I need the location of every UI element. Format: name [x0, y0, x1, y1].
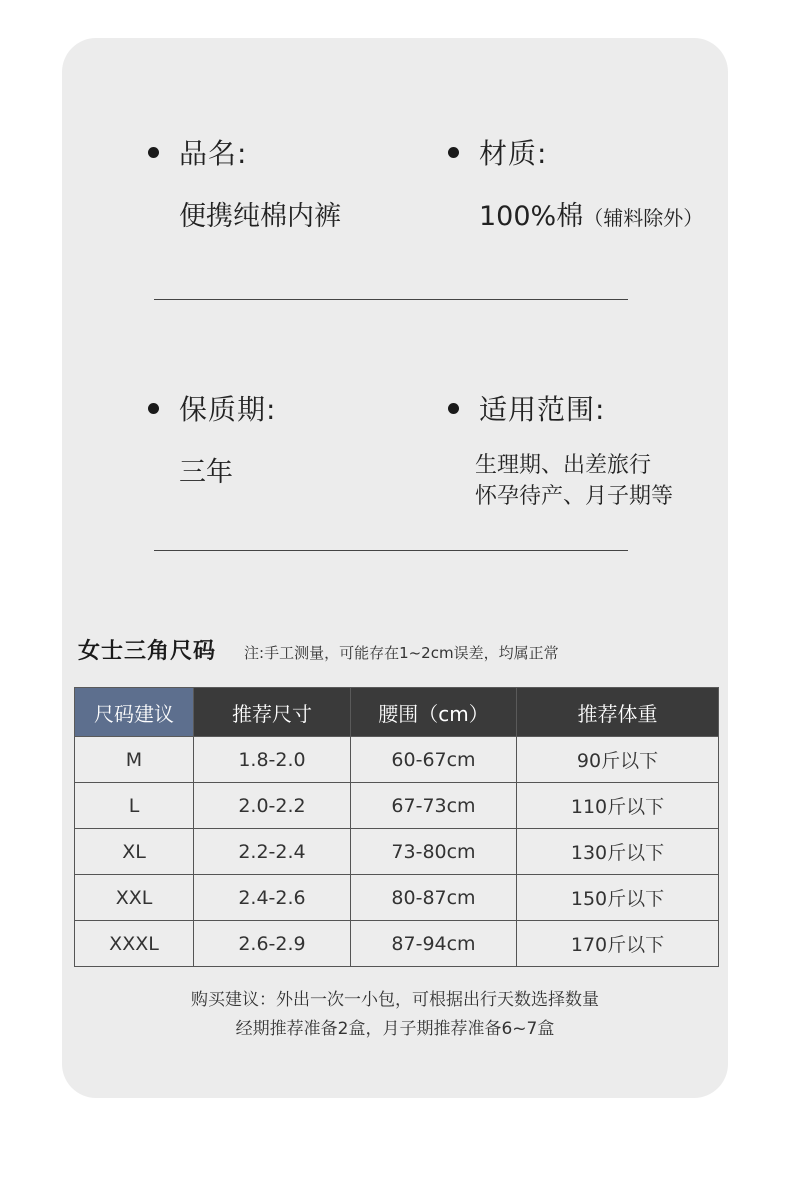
table-cell: 2.4-2.6 — [194, 875, 351, 921]
table-cell: 1.8-2.0 — [194, 737, 351, 783]
table-cell: L — [75, 783, 194, 829]
material-block — [448, 132, 703, 233]
table-cell: 110斤以下 — [517, 783, 719, 829]
shelf-life-block — [148, 388, 276, 489]
column-header: 推荐体重 — [517, 688, 719, 737]
scope-block — [448, 388, 673, 512]
table-row — [75, 783, 719, 829]
table-cell: 2.2-2.4 — [194, 829, 351, 875]
table-cell: M — [75, 737, 194, 783]
material-note: （辅料除外） — [583, 206, 704, 230]
shelf-life-value: 三年 — [179, 457, 233, 488]
table-row — [75, 875, 719, 921]
material-value-line — [479, 194, 703, 233]
column-header: 腰围（cm） — [351, 688, 517, 737]
size-table — [74, 687, 719, 967]
product-name-block — [148, 132, 341, 233]
bullet-icon — [148, 147, 159, 158]
table-cell: 130斤以下 — [517, 829, 719, 875]
table-header-row — [75, 688, 719, 737]
advice-line: 购买建议：外出一次一小包，可根据出行天数选择数量 — [191, 990, 599, 1010]
table-cell: 2.0-2.2 — [194, 783, 351, 829]
scope-line: 生理期、出差旅行 — [475, 453, 652, 478]
size-chart-heading — [78, 634, 559, 665]
product-name-label: 品名: — [179, 137, 248, 170]
table-cell: 67-73cm — [351, 783, 517, 829]
size-chart-title: 女士三角尺码 — [78, 639, 217, 664]
shelf-life-label: 保质期: — [179, 393, 277, 426]
material-label: 材质: — [479, 137, 548, 170]
divider — [154, 550, 628, 551]
advice-line: 经期推荐准备2盒，月子期推荐准备6~7盒 — [235, 1019, 555, 1039]
table-cell: 73-80cm — [351, 829, 517, 875]
table-cell: 170斤以下 — [517, 921, 719, 967]
scope-value — [475, 450, 673, 512]
table-row — [75, 829, 719, 875]
product-name-value: 便携纯棉内裤 — [179, 201, 341, 232]
material-value: 100%棉 — [479, 201, 584, 232]
table-cell: 2.6-2.9 — [194, 921, 351, 967]
column-header: 推荐尺寸 — [194, 688, 351, 737]
scope-label: 适用范围: — [479, 393, 606, 426]
table-cell: 80-87cm — [351, 875, 517, 921]
bullet-icon — [448, 403, 459, 414]
table-cell: 87-94cm — [351, 921, 517, 967]
table-cell: XL — [75, 829, 194, 875]
table-cell: 60-67cm — [351, 737, 517, 783]
table-cell: 90斤以下 — [517, 737, 719, 783]
column-header: 尺码建议 — [75, 688, 194, 737]
table-cell: 150斤以下 — [517, 875, 719, 921]
product-info-card — [62, 38, 728, 1098]
table-row — [75, 737, 719, 783]
divider — [154, 299, 628, 300]
bullet-icon — [448, 147, 459, 158]
table-cell: XXXL — [75, 921, 194, 967]
purchase-advice — [62, 986, 728, 1044]
table-row — [75, 921, 719, 967]
table-cell: XXL — [75, 875, 194, 921]
size-chart-note: 注:手工测量，可能存在1~2cm误差，均属正常 — [244, 644, 559, 662]
bullet-icon — [148, 403, 159, 414]
scope-line: 怀孕待产、月子期等 — [475, 484, 674, 509]
